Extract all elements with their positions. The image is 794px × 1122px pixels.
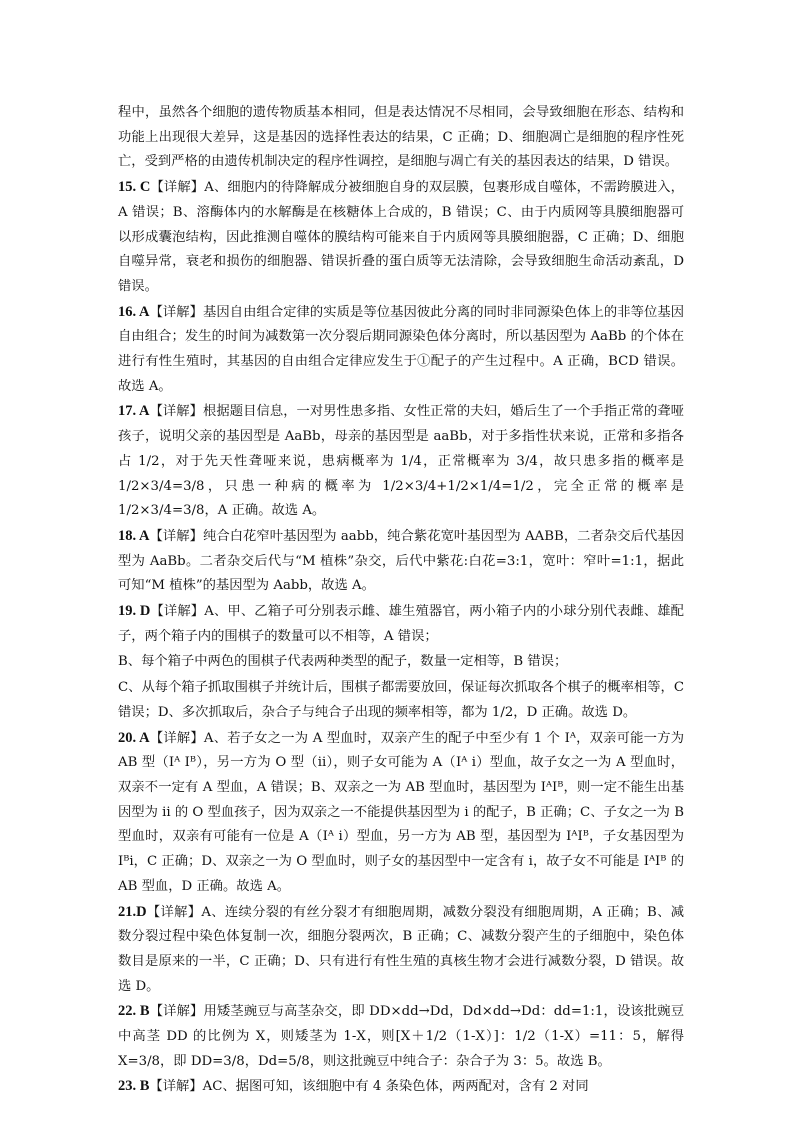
question-number: 23. B xyxy=(118,1078,150,1095)
question-number: 16. A xyxy=(118,303,150,320)
question-number: 18. A xyxy=(118,527,150,544)
paragraph-q20 xyxy=(118,726,684,900)
paragraph-q18 xyxy=(118,524,684,599)
paragraph-q19-c xyxy=(118,675,684,725)
paragraph-q17 xyxy=(118,399,684,524)
paragraph-q22 xyxy=(118,999,684,1074)
paragraph-text: 程中，虽然各个细胞的遗传物质基本相同，但是表达情况不尽相同，会导致细胞在形态、结构和功能上出现很大差异，这是基因的选择性表达的结果，C 正确；D、细胞凋亡是细胞的程序性死亡，受到严格的由遗传机制决定的程序性调控，是细胞与凋亡有关的基因表达的结果，D 错误。 xyxy=(118,105,684,170)
paragraph-text: 【详解】用矮茎豌豆与高茎杂交，即 DD×dd→Dd，Dd×dd→Dd：dd=1:1，设该批豌豆中高茎 DD 的比例为 X，则矮茎为 1-X，则[X＋1/2（1-X）]：1/2（1-X）=11：5，解得 X=3/8，即 DD=3/8，Dd=5/8，则这批豌豆中纯合子：杂合子为 3：5。故选 B。 xyxy=(118,1004,685,1069)
paragraph-text: 【详解】纯合白花窄叶基因型为 aabb，纯合紫花宽叶基因型为 AABB，二者杂交后代基因型为 AaBb。二者杂交后代与“M 植株”杂交，后代中紫花:白花=3:1，宽叶：窄叶=1:1，据此可知“M 植株”的基因型为 Aabb，故选 A。 xyxy=(118,528,684,594)
question-number: 19. D xyxy=(118,603,151,620)
question-number: 17. A xyxy=(118,403,150,420)
paragraph-q21 xyxy=(118,900,684,1000)
question-number: 21.D xyxy=(118,903,147,920)
paragraph-text: 【详解】根据题目信息，一对男性患多指、女性正常的夫妇，婚后生了一个手指正常的聋哑孩子，说明父亲的基因型是 AaBb，母亲的基因型是 aaBb，对于多指性状来说，正常和多指各占 1/2，对于先天性聋哑来说，患病概率为 1/4，正常概率为 3/4，故只患多指的概率是 1/2×3/4=3/8，只患一种病的概率为 1/2×3/4+1/2×1/4=1/2，完全正常的概率是 1/2×3/4=3/8，A 正确。故选 A。 xyxy=(118,404,685,519)
answer-explanations xyxy=(118,100,684,1100)
question-number: 15. C xyxy=(118,179,151,196)
paragraph-text: 【详解】AC、据图可知，该细胞中有 4 条染色体，两两配对，含有 2 对同 xyxy=(149,1079,589,1095)
paragraph-text: 【详解】基因自由组合定律的实质是等位基因彼此分离的同时非同源染色体上的非等位基因自由组合；发生的时间为减数第一次分裂后期同源染色体分离时，所以基因型为 AaBb 的个体在进行有性生殖时，其基因的自由组合定律应发生于①配子的产生过程中。A 正确，BCD 错误。故选 A。 xyxy=(118,304,685,394)
question-number: 22. B xyxy=(118,1003,150,1020)
paragraph-text: 【详解】A、若子女之一为 A 型血时，双亲产生的配子中至少有 1 个 Iᴬ，双亲可能一方为 AB 型（Iᴬ Iᴮ），另一方为 O 型（ii），则子女可能为 A（Iᴬ i）型血，故子女之一为 A 型血时，双亲不一定有 A 型血，A 错误；B、双亲之一为 AB 型血时，基因型为 IᴬIᴮ，则一定不能生出基因型为 ii 的 O 型血孩子，因为双亲之一不能提供基因型为 i 的配子，B 正确；C、子女之一为 B 型血时，双亲有可能有一位是 A（Iᴬ i）型血，另一方为 AB 型，基因型为 IᴬIᴮ，子女基因型为 Iᴮi，C 正确；D、双亲之一为 O 型血时，则子女的基因型中一定含有 i，故子女不可能是 IᴬIᴮ 的 AB 型血，D 正确。故选 A。 xyxy=(118,730,684,894)
paragraph-q19-b xyxy=(118,649,684,675)
paragraph-text: B、每个箱子中两色的围棋子代表两种类型的配子，数量一定相等，B 错误； xyxy=(118,654,568,670)
paragraph-q16 xyxy=(118,300,684,400)
paragraph-q23 xyxy=(118,1074,684,1100)
paragraph-continuation xyxy=(118,100,684,175)
paragraph-q15 xyxy=(118,175,684,300)
paragraph-text: 【详解】A、细胞内的待降解成分被细胞自身的双层膜，包裹形成自噬体，不需跨膜进入，A 错误；B、溶酶体内的水解酶是在核糖体上合成的，B 错误；C、由于内质网等具膜细胞器可以形成囊泡结构，因此推测自噬体的膜结构可能来自于内质网等具膜细胞器，C 正确；D、细胞自噬异常，衰老和损伤的细胞器、错误折叠的蛋白质等无法清除，会导致细胞生命活动紊乱，D 错误。 xyxy=(118,180,684,294)
paragraph-text: C、从每个箱子抓取围棋子并统计后，围棋子都需要放回，保证每次抓取各个棋子的概率相等，C 错误；D、多次抓取后，杂合子与纯合子出现的频率相等，都为 1/2，D 正确。故选 D。 xyxy=(118,680,684,720)
paragraph-text: 【详解】A、甲、乙箱子可分别表示雌、雄生殖器官，两小箱子内的小球分别代表雌、雄配子，两个箱子内的围棋子的数量可以不相等，A 错误； xyxy=(118,604,684,644)
paragraph-text: 【详解】A、连续分裂的有丝分裂才有细胞周期，减数分裂没有细胞周期，A 正确；B、减数分裂过程中染色体复制一次，细胞分裂两次，B 正确；C、减数分裂产生的子细胞中，染色体数目是原来的一半，C 正确；D、只有进行有性生殖的真核生物才会进行减数分裂，D 错误。故选 D。 xyxy=(118,904,684,994)
question-number: 20. A xyxy=(118,729,150,746)
paragraph-q19 xyxy=(118,599,684,649)
